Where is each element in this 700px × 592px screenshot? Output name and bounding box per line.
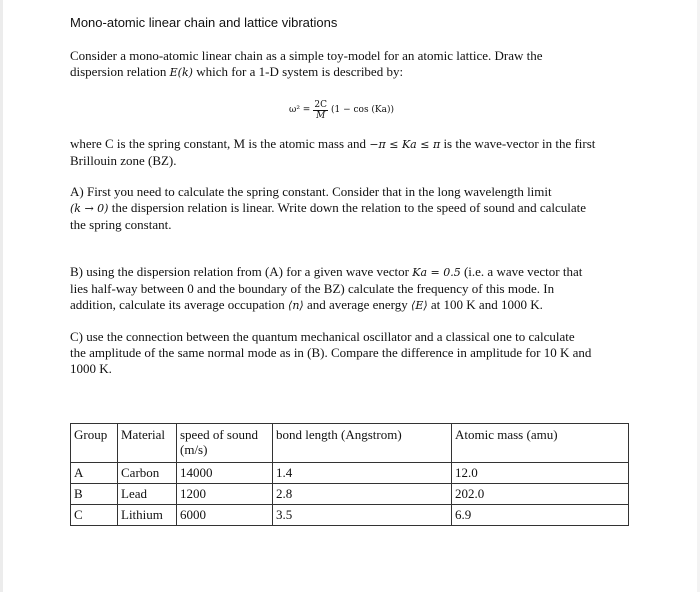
header-speed-of-sound: speed of sound (m/s) [177,424,273,463]
intro-line-1: Consider a mono-atomic linear chain as a simple toy-model for an atomic lattice. Draw the [70,48,543,63]
header-bond-length: bond length (Angstrom) [273,424,452,463]
cell-speed: 14000 [177,463,273,484]
k-limit: (k → 0) [70,202,109,215]
header-group: Group [71,424,118,463]
part-b-paragraph [70,264,630,314]
part-a-paragraph [70,184,630,233]
table-row [71,505,629,526]
equation-rhs: (1 − cos (Ka)) [330,105,395,115]
cell-bond-length: 2.8 [273,484,452,505]
occupation-symbol: ⟨n⟩ [288,299,304,312]
part-c-paragraph [70,329,630,377]
equation-fraction [313,100,328,121]
table-row [71,463,629,484]
part-b-line-3: addition, calculate its average occupation ⟨n⟩ and average energy ⟨E⟩ at 100 K and 1000 K. [70,297,543,312]
energy-symbol: ⟨E⟩ [411,299,428,312]
intro-line-2: dispersion relation E(k) which for a 1-D system is described by: [70,64,404,79]
cell-atomic-mass: 202.0 [452,484,629,505]
equation-denominator: M [316,110,326,121]
where-paragraph [70,136,630,169]
ka-range: −π ≤ Ka ≤ π [369,138,441,151]
cell-speed: 1200 [177,484,273,505]
part-b-line-2: lies half-way between 0 and the boundary of the BZ) calculate the frequency of this mode. In [70,281,555,296]
part-c-line-1: C) use the connection between the quantum mechanical oscillator and a classical one to calculate [70,329,575,344]
part-a-line-3: the spring constant. [70,217,172,232]
where-line-2: Brillouin zone (BZ). [70,153,177,168]
header-material: Material [118,424,177,463]
table-row [71,484,629,505]
dispersion-equation [289,95,394,125]
cell-bond-length: 1.4 [273,463,452,484]
header-atomic-mass: Atomic mass (amu) [452,424,629,463]
cell-group: B [71,484,118,505]
table-header-row [71,424,629,463]
equation-lhs: ω² = [289,105,311,115]
part-c-line-2: the amplitude of the same normal mode as in (B). Compare the difference in amplitude for 10 K and [70,345,592,360]
part-a-line-2: (k → 0) the dispersion relation is linear. Write down the relation to the speed of sound and calculate [70,200,587,215]
where-line-1: where C is the spring constant, M is the atomic mass and −π ≤ Ka ≤ π is the wave-vector in the first [70,136,596,151]
part-c-line-3: 1000 K. [70,361,112,376]
cell-material: Lead [118,484,177,505]
materials-table [70,423,629,526]
cell-atomic-mass: 6.9 [452,505,629,526]
cell-material: Carbon [118,463,177,484]
cell-group: A [71,463,118,484]
equation-numerator: 2C [314,99,327,110]
cell-speed: 6000 [177,505,273,526]
energy-function: E(k) [169,66,193,79]
intro-paragraph [70,48,630,81]
part-a-line-1: A) First you need to calculate the spring constant. Consider that in the long wavelength limit [70,184,552,199]
cell-bond-length: 3.5 [273,505,452,526]
cell-atomic-mass: 12.0 [452,463,629,484]
cell-group: C [71,505,118,526]
ka-value: Ka = 0.5 [412,266,461,279]
page-left-edge [0,0,3,592]
cell-material: Lithium [118,505,177,526]
part-b-line-1: B) using the dispersion relation from (A) for a given wave vector Ka = 0.5 (i.e. a wave vector that [70,264,583,279]
document-title: Mono-atomic linear chain and lattice vibrations [70,15,338,30]
